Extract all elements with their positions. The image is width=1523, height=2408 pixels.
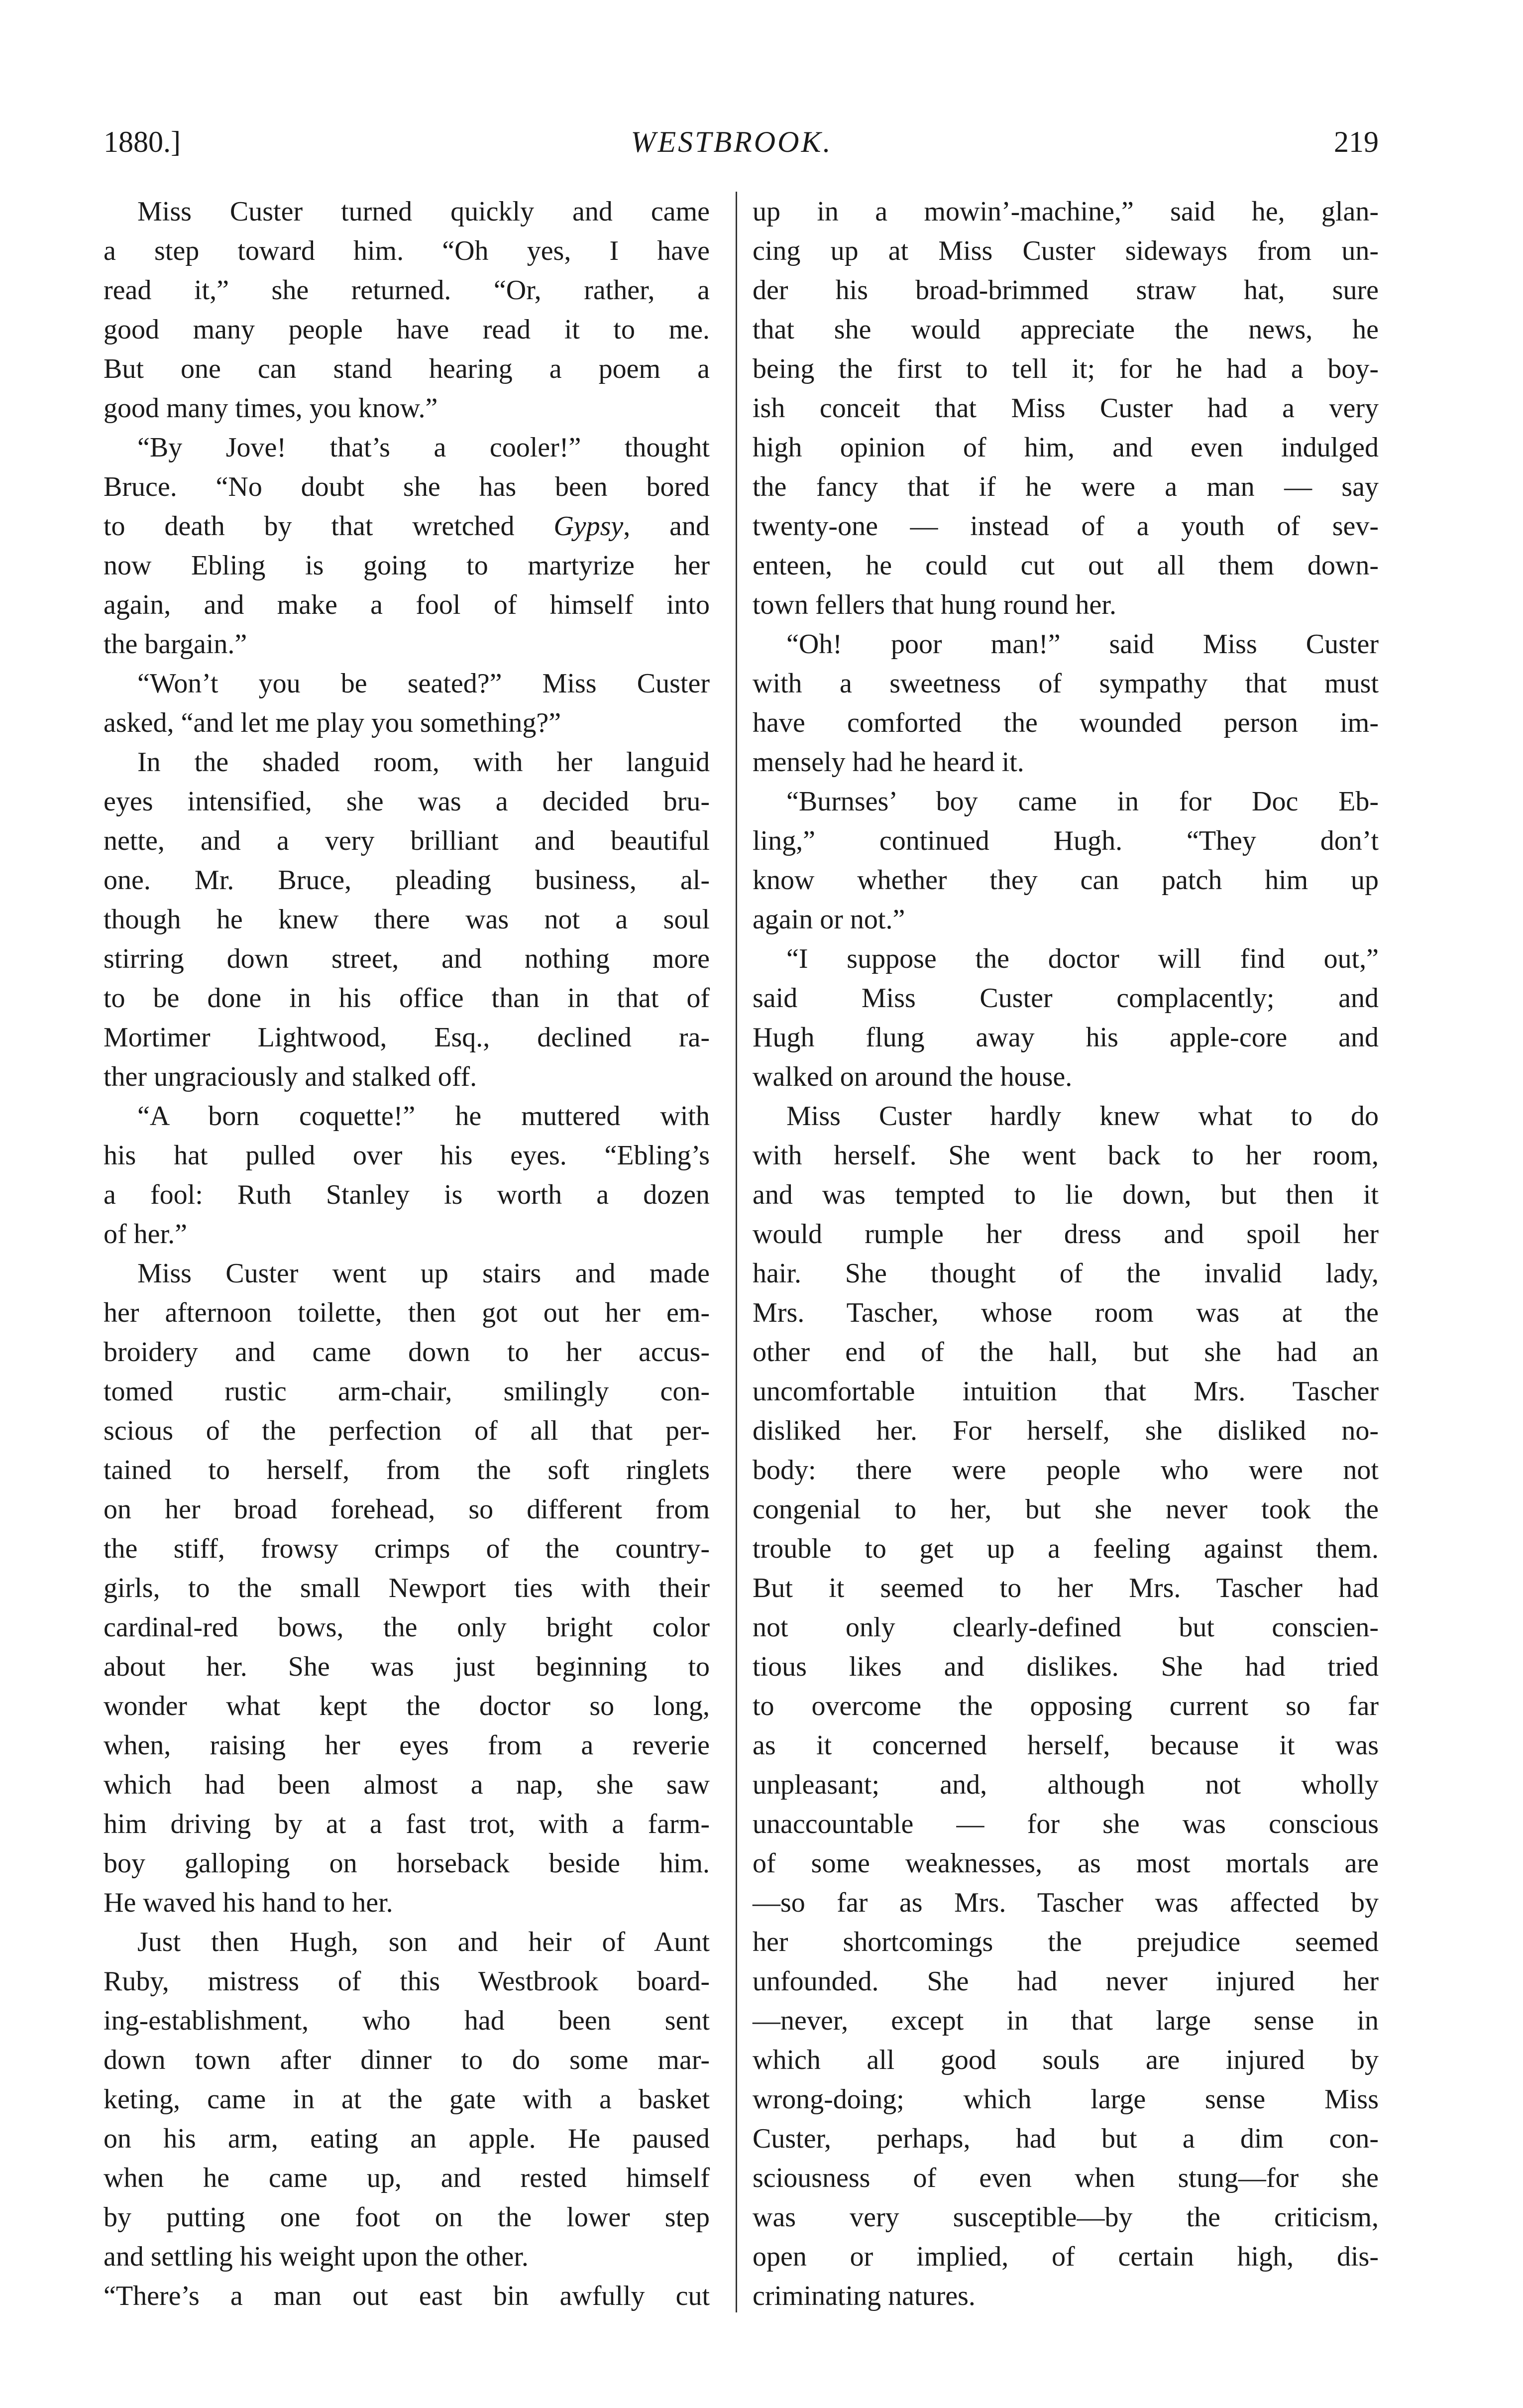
running-head-title — [0, 119, 1523, 164]
text-line: unaccountable — for she was conscious — [753, 1809, 1379, 1839]
text-line: one. Mr. Bruce, pleading business, al- — [104, 865, 710, 896]
text-line: keting, came in at the gate with a basket — [104, 2084, 710, 2115]
text-line: Hugh flung away his apple-core and — [753, 1022, 1379, 1053]
text-line: —so far as Mrs. Tascher was affected by — [753, 1887, 1379, 1918]
column-divider — [736, 192, 737, 2312]
text-line: sciousness of even when stung—for she — [753, 2163, 1379, 2193]
text-line: of her.” — [104, 1219, 187, 1250]
text-line: when, raising her eyes from a reverie — [104, 1730, 710, 1761]
text-line: “Burnses’ boy came in for Doc Eb- — [786, 786, 1379, 817]
text-line: “A born coquette!” he muttered with — [137, 1101, 710, 1132]
text-line: Miss Custer hardly knew what to do — [786, 1101, 1379, 1132]
text-line: of some weaknesses, as most mortals are — [753, 1848, 1379, 1879]
text-line: —never, except in that large sense in — [753, 2005, 1379, 2036]
text-line: He waved his hand to her. — [104, 1887, 393, 1918]
text-line: trouble to get up a feeling against them. — [753, 1533, 1379, 1564]
running-head-year: 1880.] — [104, 125, 181, 158]
text-line: But one can stand hearing a poem a — [104, 353, 710, 384]
text-line: Miss Custer turned quickly and came — [137, 196, 710, 227]
text-line: the bargain.” — [104, 629, 247, 660]
text-line: “There’s a man out east bin awfully cut — [104, 2281, 710, 2311]
text-line: open or implied, of certain high, dis- — [753, 2241, 1379, 2272]
text-line: town fellers that hung round her. — [753, 589, 1116, 620]
text-line: criminating natures. — [753, 2281, 976, 2311]
text-line: good many times, you know.” — [104, 393, 438, 424]
text-line: cardinal-red bows, the only bright color — [104, 1612, 710, 1643]
text-line: scious of the perfection of all that per- — [104, 1415, 710, 1446]
text-line: body: there were people who were not — [753, 1455, 1379, 1486]
text-line: “Won’t you be seated?” Miss Custer — [137, 668, 710, 699]
text-line: was very susceptible—by the criticism, — [753, 2202, 1379, 2233]
text-line: with a sweetness of sympathy that must — [753, 668, 1379, 699]
text-line: nette, and a very brilliant and beautiful — [104, 825, 710, 856]
text-line: wonder what kept the doctor so long, — [104, 1691, 710, 1721]
text-line: But it seemed to her Mrs. Tascher had — [753, 1573, 1379, 1604]
text-line: again or not.” — [753, 904, 905, 935]
text-line: her shortcomings the prejudice seemed — [753, 1927, 1379, 1957]
page-number: 219 — [1334, 125, 1379, 158]
text-line: that she would appreciate the news, he — [753, 314, 1379, 345]
text-line: being the first to tell it; for he had a boy- — [753, 353, 1379, 384]
text-line: “By Jove! that’s a cooler!” thought — [137, 432, 710, 463]
text-line: high opinion of him, and even indulged — [753, 432, 1379, 463]
text-line: him driving by at a fast trot, with a farm- — [104, 1809, 710, 1839]
text-line: boy galloping on horseback beside him. — [104, 1848, 710, 1879]
text-line: mensely had he heard it. — [753, 747, 1024, 778]
text-line: when he came up, and rested himself — [104, 2163, 710, 2193]
text-line: asked, “and let me play you something?” — [104, 707, 561, 738]
text-line: hair. She thought of the invalid lady, — [753, 1258, 1379, 1289]
text-line: In the shaded room, with her languid — [137, 747, 710, 778]
text-line: broidery and came down to her accus- — [104, 1337, 710, 1368]
text-line: a step toward him. “Oh yes, I have — [104, 235, 710, 266]
text-line: ther ungraciously and stalked off. — [104, 1061, 477, 1092]
text-line: on her broad forehead, so different from — [104, 1494, 710, 1525]
text-line: enteen, he could cut out all them down- — [753, 550, 1379, 581]
text-line: Custer, perhaps, had but a dim con- — [753, 2123, 1379, 2154]
text-line: have comforted the wounded person im- — [753, 707, 1379, 738]
text-line: to overcome the opposing current so far — [753, 1691, 1379, 1721]
text-line: girls, to the small Newport ties with their — [104, 1573, 710, 1604]
text-line: Bruce. “No doubt she has been bored — [104, 471, 710, 502]
text-line: as it concerned herself, because it was — [753, 1730, 1379, 1761]
text-line: which all good souls are injured by — [753, 2045, 1379, 2075]
text-line: disliked her. For herself, she disliked no- — [753, 1415, 1379, 1446]
text-line: tained to herself, from the soft ringlets — [104, 1455, 710, 1486]
text-line: about her. She was just beginning to — [104, 1651, 710, 1682]
text-line: and settling his weight upon the other. — [104, 2241, 529, 2272]
text-line: down town after dinner to do some mar- — [104, 2045, 710, 2075]
text-line: der his broad-brimmed straw hat, sure — [753, 275, 1379, 306]
text-line: which had been almost a nap, she saw — [104, 1769, 710, 1800]
text-line: tomed rustic arm-chair, smilingly con- — [104, 1376, 710, 1407]
text-line: up in a mowin’-machine,” said he, glan- — [753, 196, 1379, 227]
text-line: unpleasant; and, although not wholly — [753, 1769, 1379, 1800]
text-line: Miss Custer went up stairs and made — [137, 1258, 710, 1289]
text-line: wrong-doing; which large sense Miss — [753, 2084, 1379, 2115]
text-line: stirring down street, and nothing more — [104, 943, 710, 974]
text-column-left — [104, 192, 710, 2316]
text-line: would rumple her dress and spoil her — [753, 1219, 1379, 1250]
text-line: her afternoon toilette, then got out her em- — [104, 1297, 710, 1328]
running-head-title-text: WESTBROOK. — [631, 125, 833, 158]
text-line: walked on around the house. — [753, 1061, 1073, 1092]
text-line: ling,” continued Hugh. “They don’t — [753, 825, 1379, 856]
emphasized-title: Gypsy — [553, 511, 624, 542]
text-line: congenial to her, but she never took the — [753, 1494, 1379, 1525]
text-line: “I suppose the doctor will find out,” — [786, 943, 1379, 974]
text-line: on his arm, eating an apple. He paused — [104, 2123, 710, 2154]
text-line: good many people have read it to me. — [104, 314, 710, 345]
text-line: tious likes and dislikes. She had tried — [753, 1651, 1379, 1682]
text-line: his hat pulled over his eyes. “Ebling’s — [104, 1140, 710, 1171]
text-line: a fool: Ruth Stanley is worth a dozen — [104, 1179, 710, 1210]
text-line: uncomfortable intuition that Mrs. Tascher — [753, 1376, 1379, 1407]
text-line: “Oh! poor man!” said Miss Custer — [786, 629, 1379, 660]
text-line: Mrs. Tascher, whose room was at the — [753, 1297, 1379, 1328]
text-line: the fancy that if he were a man — say — [753, 471, 1379, 502]
text-line: read it,” she returned. “Or, rather, a — [104, 275, 710, 306]
text-line: the stiff, frowsy crimps of the country- — [104, 1533, 710, 1564]
text-line: now Ebling is going to martyrize her — [104, 550, 710, 581]
text-line: eyes intensified, she was a decided bru- — [104, 786, 710, 817]
text-line: Ruby, mistress of this Westbrook board- — [104, 1966, 710, 1997]
text-line: with herself. She went back to her room, — [753, 1140, 1379, 1171]
text-line: unfounded. She had never injured her — [753, 1966, 1379, 1997]
text-line: other end of the hall, but she had an — [753, 1337, 1379, 1368]
text-line: Just then Hugh, son and heir of Aunt — [137, 1927, 710, 1957]
text-column-right — [753, 192, 1379, 2316]
text-line: ish conceit that Miss Custer had a very — [753, 393, 1379, 424]
text-line: to be done in his office than in that of — [104, 983, 710, 1014]
text-line: again, and make a fool of himself into — [104, 589, 710, 620]
text-line: ing-establishment, who had been sent — [104, 2005, 710, 2036]
text-line: by putting one foot on the lower step — [104, 2202, 710, 2233]
text-line: though he knew there was not a soul — [104, 904, 710, 935]
text-line: to death by that wretched Gypsy, and — [104, 511, 710, 542]
text-line: cing up at Miss Custer sideways from un- — [753, 235, 1379, 266]
text-line: and was tempted to lie down, but then it — [753, 1179, 1379, 1210]
text-line: not only clearly-defined but conscien- — [753, 1612, 1379, 1643]
text-line: said Miss Custer complacently; and — [753, 983, 1379, 1014]
text-line: twenty-one — instead of a youth of sev- — [753, 511, 1379, 542]
text-line: know whether they can patch him up — [753, 865, 1379, 896]
text-line: Mortimer Lightwood, Esq., declined ra- — [104, 1022, 710, 1053]
